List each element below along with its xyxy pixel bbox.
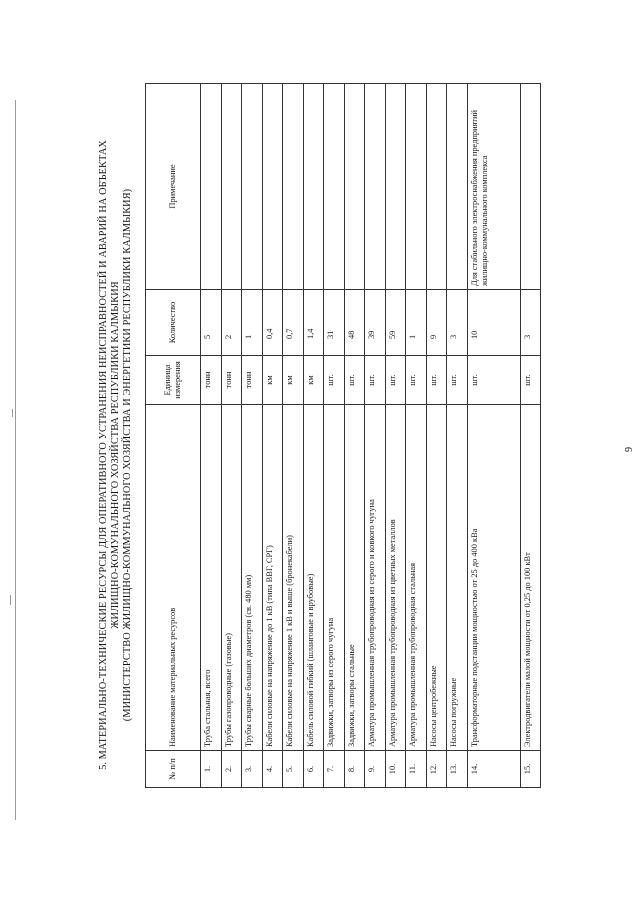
cell-name: Кабели силовые на напряжение до 1 кВ (типа ВВГ, СРГ) <box>262 405 283 751</box>
table-row <box>262 84 283 788</box>
table-row <box>221 84 242 788</box>
cell-qty: 3 <box>447 290 468 356</box>
cell-note <box>324 84 345 290</box>
header-qty: Количество <box>146 290 201 356</box>
table-header-row <box>146 84 201 788</box>
cell-note <box>385 84 406 290</box>
cell-unit: км <box>283 356 304 405</box>
cell-qty: 9 <box>426 290 447 356</box>
table-row <box>283 84 304 788</box>
header-name: Наименование материальных ресурсов <box>146 405 201 751</box>
cell-note <box>262 84 283 290</box>
cell-name: Трубы сварные больших диаметров (св. 480 мм) <box>242 405 263 751</box>
resources-table <box>145 83 541 788</box>
cell-name: Насосы погружные <box>447 405 468 751</box>
table-row <box>467 84 520 788</box>
cell-note <box>365 84 386 290</box>
cell-qty: 0,4 <box>262 290 283 356</box>
cell-unit: шт. <box>447 356 468 405</box>
cell-qty: 1,4 <box>303 290 324 356</box>
cell-unit: шт. <box>344 356 365 405</box>
cell-name: Трансформаторные подстанции мощностью от 25 до 400 кВа <box>467 405 520 751</box>
table-row <box>201 84 222 788</box>
cell-unit: шт. <box>467 356 520 405</box>
cell-unit: шт. <box>385 356 406 405</box>
cell-num: 4. <box>262 751 283 788</box>
table-row <box>242 84 263 788</box>
cell-num: 11. <box>406 751 427 788</box>
header-num: № п/п <box>146 751 201 788</box>
cell-unit: шт. <box>426 356 447 405</box>
table-row <box>447 84 468 788</box>
cell-qty: 1 <box>242 290 263 356</box>
table-row <box>406 84 427 788</box>
table-row <box>426 84 447 788</box>
cell-num: 3. <box>242 751 263 788</box>
cell-num: 5. <box>283 751 304 788</box>
cell-num: 2. <box>221 751 242 788</box>
cell-unit: тонн <box>201 356 222 405</box>
cell-note <box>283 84 304 290</box>
cell-name: Электродвигатели малой мощности от 0,25 до 100 кВт <box>520 405 541 751</box>
cell-qty: 1 <box>406 290 427 356</box>
scan-mark <box>12 409 13 417</box>
cell-note: Для стабильного электроснабжения предприятий жилищно-коммунального комплекса <box>467 84 520 290</box>
cell-name: Трубы газопроводные (газовые) <box>221 405 242 751</box>
page-number: 9 <box>624 447 635 452</box>
cell-num: 9. <box>365 751 386 788</box>
cell-qty: 39 <box>365 290 386 356</box>
cell-unit: км <box>303 356 324 405</box>
cell-note <box>406 84 427 290</box>
cell-unit: тонн <box>242 356 263 405</box>
cell-num: 1. <box>201 751 222 788</box>
table-row <box>324 84 345 788</box>
cell-qty: 0,7 <box>283 290 304 356</box>
cell-name: Арматура промышленная трубопроводная стальная <box>406 405 427 751</box>
cell-note <box>344 84 365 290</box>
title-line-1: 5. МАТЕРИАЛЬНО-ТЕХНИЧЕСКИЕ РЕСУРСЫ ДЛЯ ОПЕРАТИВНОГО УСТРАНЕНИЯ НЕИСПРАВНОСТЕЙ И АВАРИЙ НА ОБЪЕКТАХ <box>98 140 109 770</box>
cell-note <box>520 84 541 290</box>
cell-note <box>201 84 222 290</box>
cell-name: Кабель силовой гибкий (шланговые и врубовые) <box>303 405 324 751</box>
cell-qty: 5 <box>201 290 222 356</box>
cell-num: 13. <box>447 751 468 788</box>
document-title <box>98 105 134 805</box>
table-row <box>365 84 386 788</box>
cell-note <box>426 84 447 290</box>
cell-name: Арматура промышленная трубопроводная из серого и ковкого чугуна <box>365 405 386 751</box>
cell-unit: км <box>262 356 283 405</box>
cell-qty: 48 <box>344 290 365 356</box>
cell-note <box>303 84 324 290</box>
cell-unit: шт. <box>406 356 427 405</box>
cell-name: Задвижки, затворы из серого чугуна <box>324 405 345 751</box>
cell-qty: 3 <box>520 290 541 356</box>
cell-name: Насосы центробежные <box>426 405 447 751</box>
scan-mark <box>10 595 11 605</box>
cell-qty: 59 <box>385 290 406 356</box>
cell-num: 14. <box>467 751 520 788</box>
cell-num: 12. <box>426 751 447 788</box>
cell-unit: шт. <box>324 356 345 405</box>
table-row <box>385 84 406 788</box>
title-line-2: ЖИЛИЩНО-КОМУНАЛЬНОГО ХОЗЯЙСТВА РЕСПУБЛИКИ КАЛМЫКИЯ <box>110 281 121 629</box>
cell-name: Задвижки, затворы стальные <box>344 405 365 751</box>
header-unit: Единица измерения <box>146 356 201 405</box>
table-row <box>520 84 541 788</box>
cell-num: 10. <box>385 751 406 788</box>
header-note: Примечание <box>146 84 201 290</box>
cell-unit: шт. <box>520 356 541 405</box>
cell-name: Арматура промышленная трубопроводная из цветных металлов <box>385 405 406 751</box>
table-row <box>344 84 365 788</box>
cell-num: 7. <box>324 751 345 788</box>
margin-line <box>15 100 16 820</box>
cell-qty: 31 <box>324 290 345 356</box>
cell-name: Кабели силовые на напряжение 1 кВ и выше (бронекабели) <box>283 405 304 751</box>
cell-name: Труба стальная, всего <box>201 405 222 751</box>
cell-note <box>242 84 263 290</box>
title-line-3: (МИНИСТЕРСТВО ЖИЛИЩНО-КОММУНАЛЬНОГО ХОЗЯЙСТВА И ЭНЕРГЕТИКИ РЕСПУБЛИКИ КАЛМЫКИЯ) <box>122 188 133 722</box>
cell-num: 8. <box>344 751 365 788</box>
cell-num: 15. <box>520 751 541 788</box>
cell-num: 6. <box>303 751 324 788</box>
cell-unit: шт. <box>365 356 386 405</box>
table-row <box>303 84 324 788</box>
cell-qty: 2 <box>221 290 242 356</box>
cell-note <box>221 84 242 290</box>
cell-qty: 10 <box>467 290 520 356</box>
cell-unit: тонн <box>221 356 242 405</box>
cell-note <box>447 84 468 290</box>
